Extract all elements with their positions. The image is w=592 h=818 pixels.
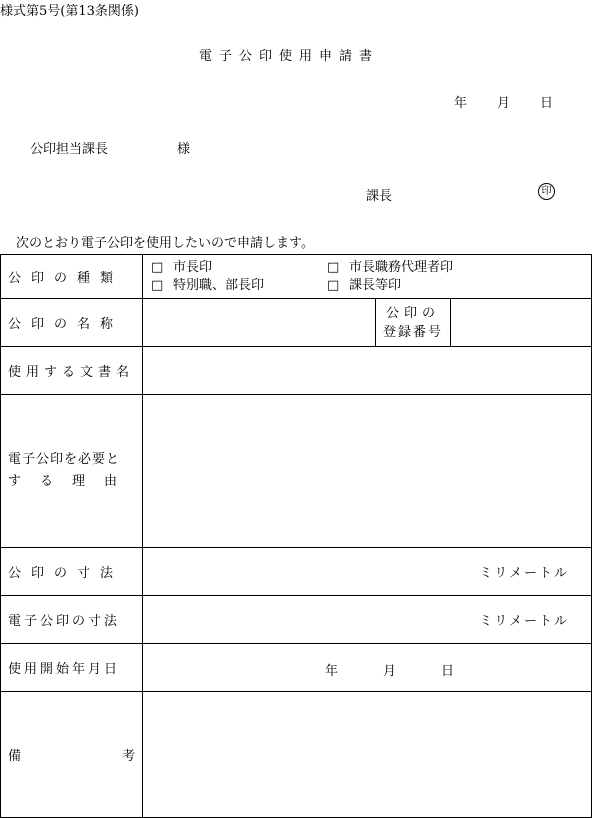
start-month-label: 月 (383, 663, 397, 679)
application-form-table (0, 254, 592, 818)
esal-size-label: 電子公印の寸法 (1, 596, 143, 644)
checkbox-special[interactable]: □ (151, 277, 164, 293)
intro-text: 次のとおり電子公印を使用したいので申請します。 (16, 236, 314, 251)
reason-field[interactable] (143, 395, 592, 548)
registration-label: 公印の 登録番号 (376, 299, 451, 347)
seal-type-label: 公印の種類 (8, 271, 124, 286)
seal-type-options (143, 255, 592, 299)
seal-name-label: 公印の名称 (1, 299, 143, 347)
registration-number-field[interactable] (451, 299, 592, 347)
honorific: 様 (177, 142, 191, 157)
document-name-row (1, 347, 592, 395)
seal-size-field[interactable] (143, 548, 592, 596)
seal-size-label: 公印の寸法 (1, 548, 143, 596)
seal-name-row (1, 299, 592, 347)
seal-type-row (1, 255, 592, 299)
date-day-label: 日 (540, 96, 554, 111)
page-title: 電子公印使用申請書 (199, 49, 380, 64)
esal-size-unit: ミリメートル (479, 614, 569, 629)
reason-label: 電子公印を必要と する理由 (1, 395, 143, 548)
start-date-label: 使用開始年月日 (1, 644, 143, 692)
seal-size-row (1, 548, 592, 596)
esal-size-field[interactable] (143, 596, 592, 644)
checkbox-mayor[interactable]: □ (151, 259, 164, 275)
form-number: 様式第5号(第13条関係) (0, 4, 139, 19)
seal-type-label-cell (1, 255, 143, 299)
remarks-row (1, 692, 592, 818)
reason-row (1, 395, 592, 548)
checkbox-deputy[interactable]: □ (327, 259, 340, 275)
start-date-field[interactable] (143, 644, 592, 692)
esal-size-row (1, 596, 592, 644)
date-month-label: 月 (497, 96, 511, 111)
start-date-row (1, 644, 592, 692)
option-mayor: 市長印 (173, 259, 213, 275)
start-day-label: 日 (441, 663, 455, 679)
addressee: 公印担当課長 (30, 142, 109, 157)
seal-name-field[interactable] (143, 299, 376, 347)
option-deputy: 市長職務代理者印 (349, 259, 454, 275)
applicant-title: 課長 (366, 189, 393, 204)
start-year-label: 年 (325, 663, 339, 679)
date-year-label: 年 (454, 96, 468, 111)
checkbox-section[interactable]: □ (327, 277, 340, 293)
document-name-label: 使用する文書名 (1, 347, 143, 395)
document-name-field[interactable] (143, 347, 592, 395)
remarks-field[interactable] (143, 692, 592, 818)
remarks-label: 備 考 (1, 692, 143, 818)
seal-size-unit: ミリメートル (479, 566, 569, 581)
option-section: 課長等印 (349, 277, 402, 293)
option-special: 特別職、部長印 (173, 277, 265, 293)
seal-mark-icon: 印 (538, 183, 555, 200)
